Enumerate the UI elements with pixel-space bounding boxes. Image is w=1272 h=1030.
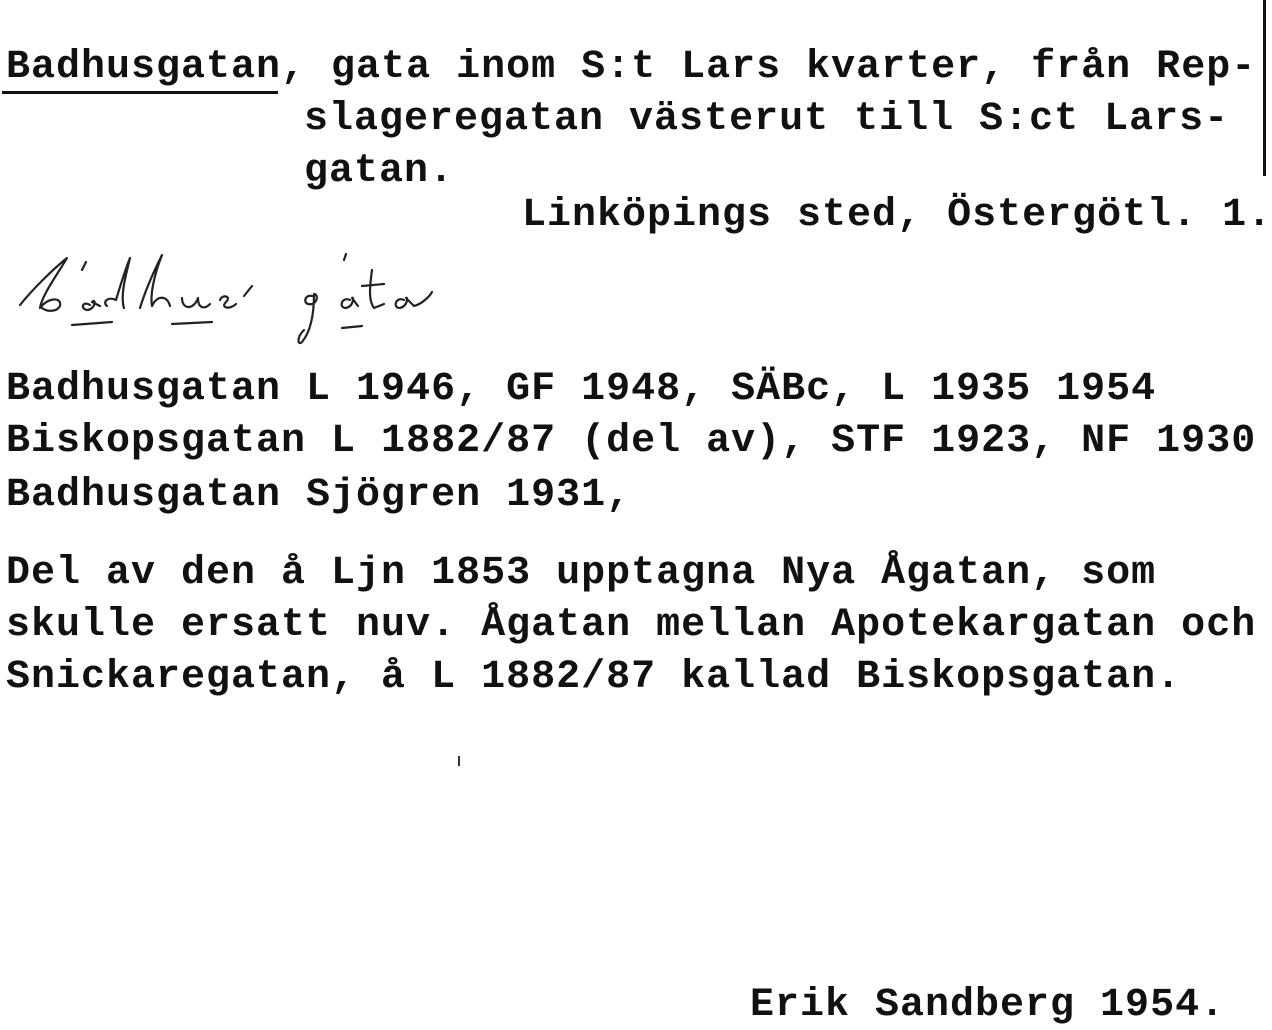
paper-speck	[458, 756, 460, 766]
headword: Badhusgatan	[6, 45, 282, 90]
signature: Erik Sandberg 1954.	[750, 983, 1226, 1028]
entry-header-line-3: gatan.	[304, 149, 455, 194]
note-line: skulle ersatt nuv. Ågatan mellan Apotekargatan och	[6, 603, 1257, 648]
entry-definition-part-1: , gata inom S:t Lars kvarter, från Rep-	[281, 45, 1257, 90]
entry-header-line-2: slageregatan västerut till S:ct Lars-	[304, 97, 1230, 142]
reference-line: Badhusgatan L 1946, GF 1948, SÄBc, L 1935 1954	[6, 367, 1157, 412]
note-line: Snickaregatan, å L 1882/87 kallad Biskopsgatan.	[6, 655, 1182, 700]
entry-header-line-1	[6, 44, 1256, 92]
reference-line: Badhusgatan Sjögren 1931,	[6, 473, 632, 518]
handwritten-annotation	[12, 250, 532, 350]
reference-line: Biskopsgatan L 1882/87 (del av), STF 1923, NF 1930	[6, 419, 1257, 464]
headword-underline	[2, 91, 278, 94]
entry-source: Linköpings sted, Östergötl. 1.	[522, 193, 1272, 238]
note-line: Del av den å Ljn 1853 upptagna Nya Ågatan, som	[6, 551, 1157, 596]
card-edge-line	[1263, 0, 1266, 176]
